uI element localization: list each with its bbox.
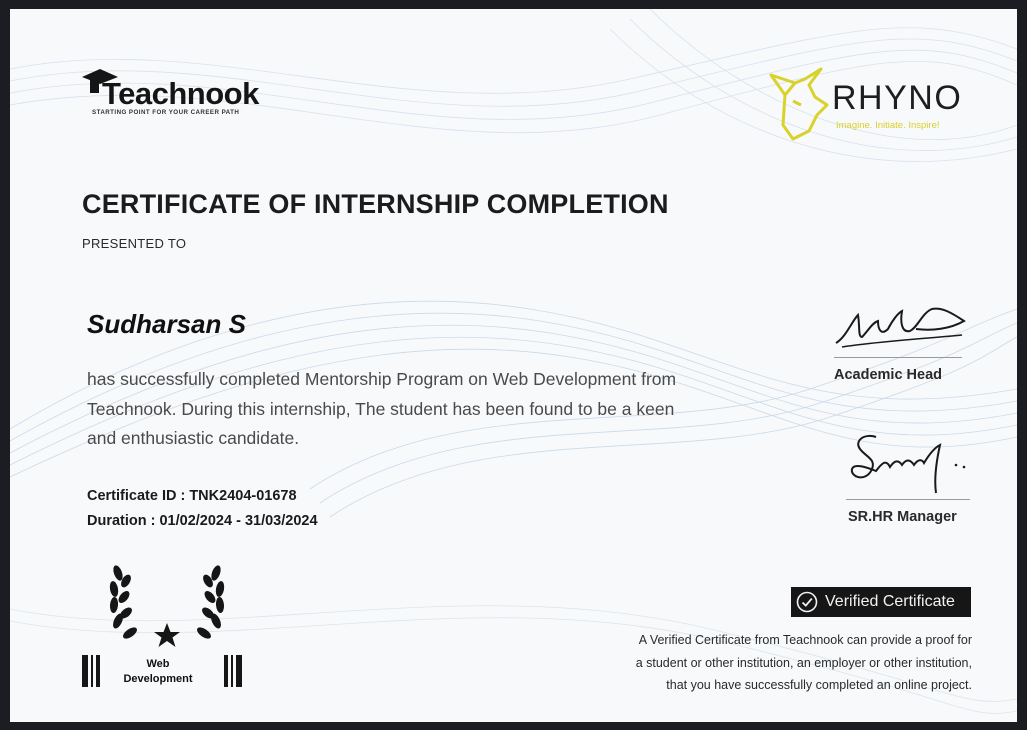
badge-line-1: Web [146,658,170,670]
logo-wordmark: Teachnook [102,76,259,111]
recipient-name: Sudharsan S [87,309,246,339]
academic-head-signature [832,301,972,351]
hr-manager-signature [846,427,976,497]
certificate-meta [87,484,318,534]
certificate-id: Certificate ID : TNK2404-01678 [87,488,297,504]
verification-note-line-1: A Verified Certificate from Teachnook can provide a proof for [638,633,972,647]
verified-label: Verified Certificate [825,593,955,610]
rhino-icon [765,65,833,145]
badge-bars-right [218,655,242,687]
hr-manager-line [846,499,970,500]
web-development-badge [82,561,242,696]
rhyno-wordmark: RHYNO [832,79,963,117]
badge-line-2: Development [123,673,193,685]
academic-head-title: Academic Head [834,367,942,383]
verification-note-line-2: a student or other institution, an employer or other institution, [635,655,972,670]
verification-note [552,629,972,697]
certificate-duration: Duration : 01/02/2024 - 31/03/2024 [87,513,318,529]
certificate-description: has successfully completed Mentorship Program on Web Development from Teachnook. During this internship, The student has been found to be a keen and enthusiastic candidate. [87,369,677,448]
academic-head-line [834,357,962,358]
rhyno-logo [765,65,975,145]
certificate-title: CERTIFICATE OF INTERNSHIP COMPLETION [82,189,669,219]
laurel-wreath-icon [102,561,232,653]
verified-certificate-badge [791,587,971,617]
teachnook-logo [80,67,290,119]
rhyno-tagline: Imagine. Initiate. Inspire! [836,120,940,131]
checkmark-circle-icon [796,591,818,613]
logo-tagline: STARTING POINT FOR YOUR CAREER PATH [92,109,240,116]
hr-manager-title: SR.HR Manager [848,509,957,525]
badge-label [102,657,214,687]
verification-note-line-3: that you have successfully completed an online project. [666,678,972,692]
certificate-page [10,9,1017,722]
presented-to-label: PRESENTED TO [82,236,187,251]
